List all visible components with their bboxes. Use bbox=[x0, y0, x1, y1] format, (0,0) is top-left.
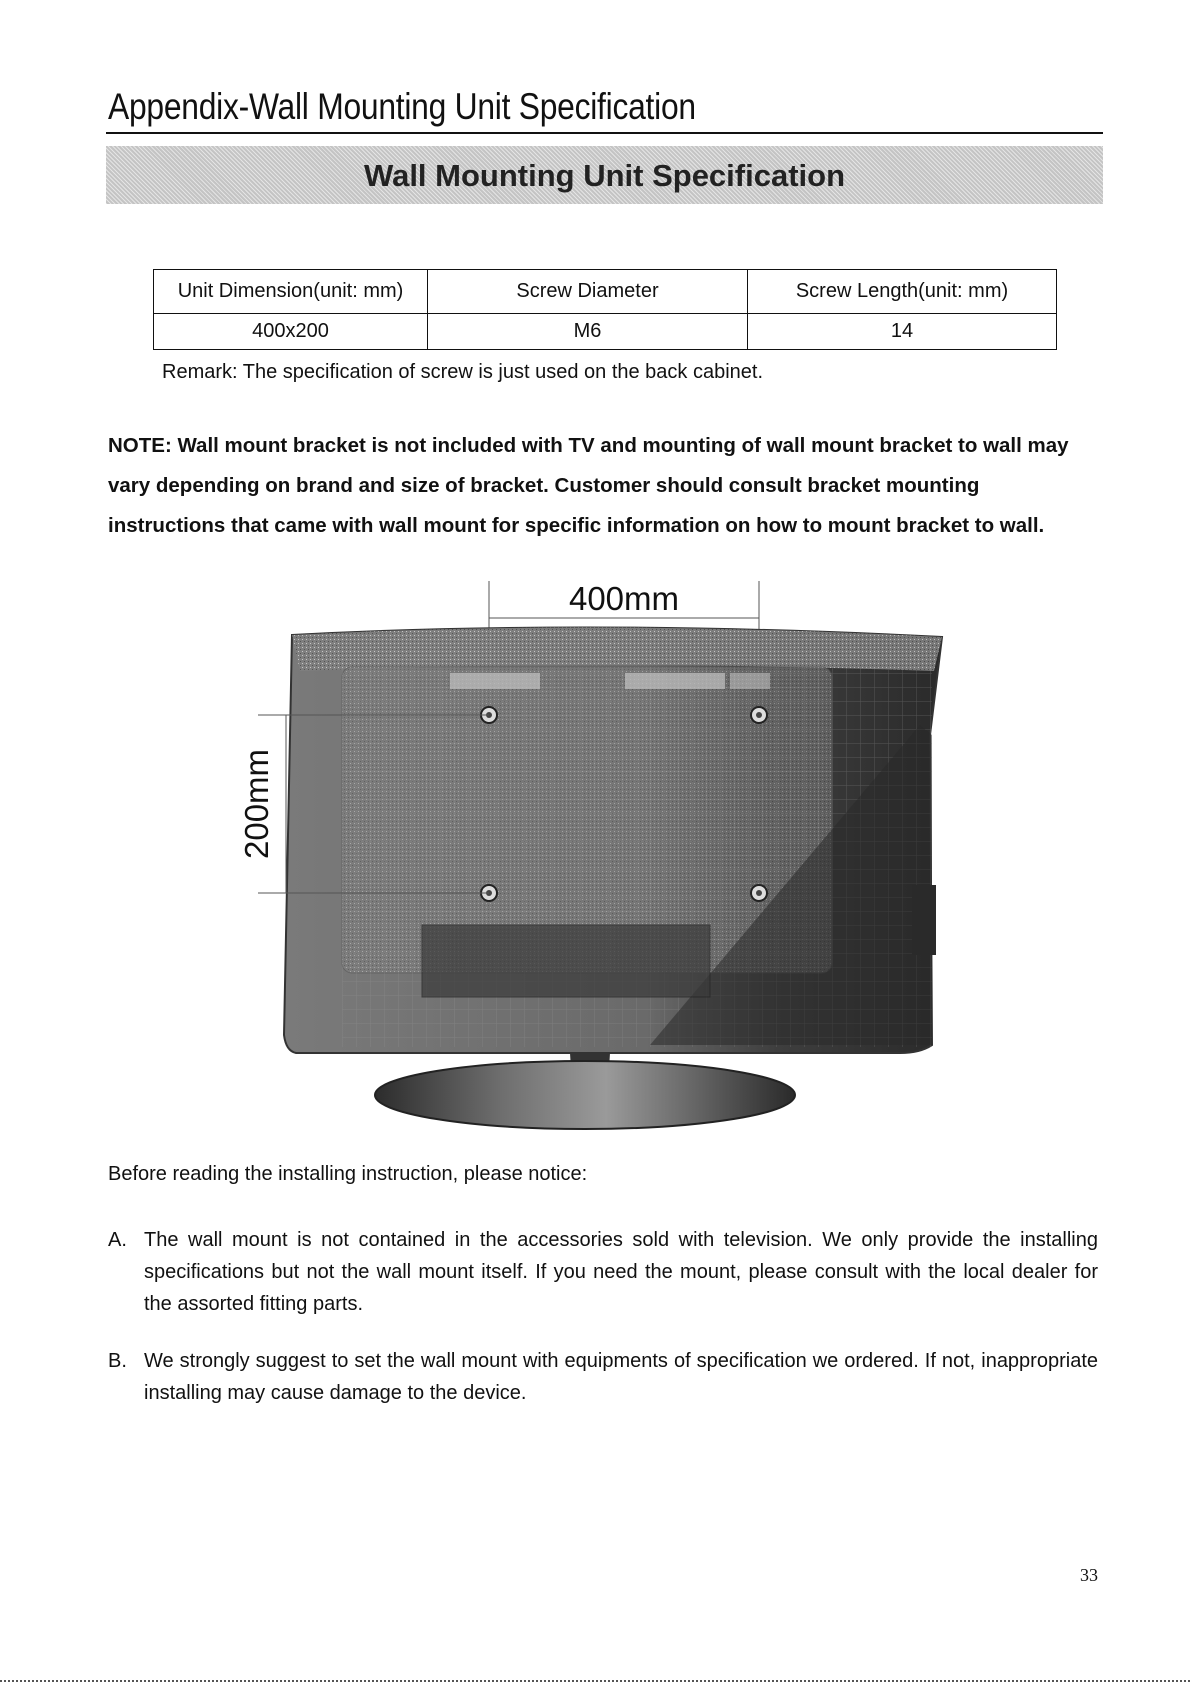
vent-right-small bbox=[730, 673, 770, 689]
spec-table bbox=[153, 269, 1057, 350]
page-number: 33 bbox=[1080, 1565, 1098, 1585]
table-cell: M6 bbox=[428, 314, 748, 350]
table-header-cell: Screw Diameter bbox=[428, 270, 748, 314]
connector-panel bbox=[422, 925, 710, 997]
side-port-block bbox=[912, 885, 936, 955]
list-item bbox=[108, 1345, 1098, 1409]
section-banner bbox=[106, 146, 1103, 204]
list-item bbox=[108, 1224, 1098, 1320]
list-marker: B. bbox=[108, 1350, 127, 1372]
instructions-intro: Before reading the installing instruction, please notice: bbox=[108, 1163, 588, 1185]
tv-back-figure bbox=[230, 575, 950, 1135]
tv-back-illustration bbox=[230, 575, 950, 1135]
note-line: NOTE: Wall mount bracket is not included with TV and mounting of wall mount bracket to wall may bbox=[108, 434, 1069, 457]
remark-text: Remark: The specification of screw is just used on the back cabinet. bbox=[162, 361, 764, 383]
table-header-row bbox=[154, 270, 1057, 314]
banner-title: Wall Mounting Unit Specification bbox=[363, 158, 846, 193]
note-block bbox=[108, 426, 1118, 546]
table-row bbox=[154, 314, 1057, 350]
list-item-text: We strongly suggest to set the wall mount with equipments of specification we ordered. If not, inappropriate installing may cause damage to the device. bbox=[144, 1350, 1098, 1404]
stand-base bbox=[375, 1061, 795, 1129]
screw-hole bbox=[751, 707, 767, 723]
screw-hole bbox=[751, 885, 767, 901]
vent-right bbox=[625, 673, 725, 689]
dimension-200-label: 200mm bbox=[238, 748, 275, 860]
list-marker: A. bbox=[108, 1229, 127, 1251]
table-cell: 400x200 bbox=[154, 314, 428, 350]
note-line: instructions that came with wall mount for specific information on how to mount bracket to wall. bbox=[108, 514, 1045, 537]
table-header-cell: Unit Dimension(unit: mm) bbox=[154, 270, 428, 314]
bottom-rule bbox=[0, 1680, 1191, 1682]
table-cell: 14 bbox=[748, 314, 1057, 350]
title-rule bbox=[106, 132, 1103, 134]
note-line: vary depending on brand and size of bracket. Customer should consult bracket mounting bbox=[108, 474, 980, 497]
tv-top-bevel bbox=[292, 627, 942, 671]
vent-left bbox=[450, 673, 540, 689]
list-item-text: The wall mount is not contained in the accessories sold with television. We only provide the installing specifications but not the wall mount itself. If you need the mount, please consult with the local dealer for the assorted fitting parts. bbox=[144, 1229, 1098, 1315]
dimension-400-label: 400mm bbox=[568, 580, 680, 617]
table-header-cell: Screw Length(unit: mm) bbox=[748, 270, 1057, 314]
page-title: Appendix-Wall Mounting Unit Specification bbox=[108, 86, 696, 127]
